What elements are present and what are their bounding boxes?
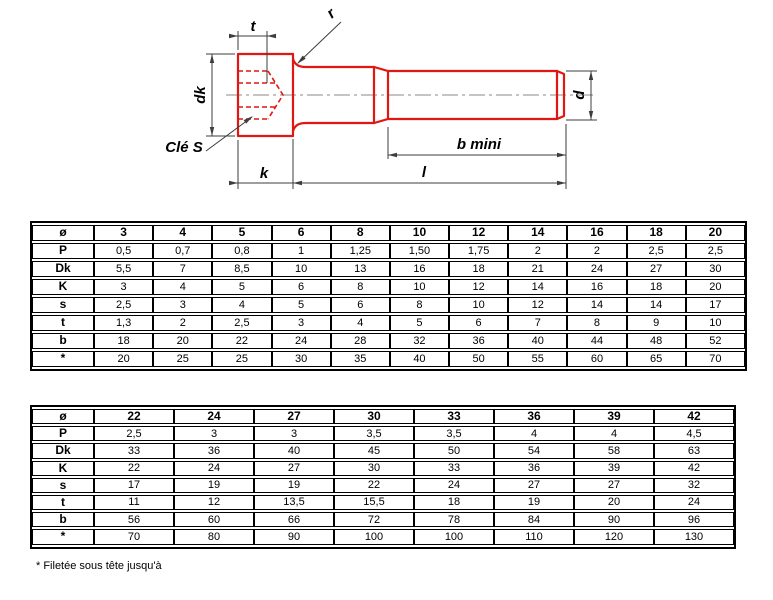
table-row <box>32 261 745 277</box>
value-cell: 21 <box>508 261 567 277</box>
table-row <box>32 495 734 510</box>
value-cell: 36 <box>494 461 574 476</box>
value-cell: 12 <box>449 279 508 295</box>
value-cell: 6 <box>272 279 331 295</box>
column-header-cell: 36 <box>494 409 574 424</box>
value-cell: 27 <box>574 478 654 493</box>
column-header-cell: 30 <box>334 409 414 424</box>
dimension-lines <box>206 22 597 189</box>
value-cell: 28 <box>331 333 390 349</box>
value-cell: 30 <box>686 261 745 277</box>
value-cell: 55 <box>508 351 567 367</box>
table-header-row <box>32 225 745 241</box>
value-cell: 3 <box>94 279 153 295</box>
value-cell: 3 <box>153 297 212 313</box>
value-cell: 33 <box>94 443 174 458</box>
row-label: * <box>32 351 94 367</box>
value-cell: 2 <box>567 243 626 259</box>
value-cell: 120 <box>574 529 654 544</box>
value-cell: 8,5 <box>212 261 271 277</box>
value-cell: 96 <box>654 512 734 527</box>
value-cell: 17 <box>686 297 745 313</box>
value-cell: 0,7 <box>153 243 212 259</box>
value-cell: 22 <box>334 478 414 493</box>
value-cell: 3,5 <box>414 426 494 441</box>
row-label: s <box>32 297 94 313</box>
value-cell: 17 <box>94 478 174 493</box>
table-row <box>32 512 734 527</box>
row-label: t <box>32 495 94 510</box>
row-label: Dk <box>32 443 94 458</box>
value-cell: 19 <box>254 478 334 493</box>
value-cell: 1,25 <box>331 243 390 259</box>
value-cell: 110 <box>494 529 574 544</box>
value-cell: 22 <box>94 461 174 476</box>
value-cell: 11 <box>94 495 174 510</box>
value-cell: 24 <box>272 333 331 349</box>
value-cell: 15,5 <box>334 495 414 510</box>
value-cell: 60 <box>174 512 254 527</box>
table-header-row <box>32 409 734 424</box>
table-row <box>32 333 745 349</box>
dim-k-l <box>229 124 566 189</box>
column-header-cell: 6 <box>272 225 331 241</box>
label-length: l <box>421 164 427 181</box>
row-label: s <box>32 478 94 493</box>
value-cell: 4 <box>153 279 212 295</box>
value-cell: 40 <box>508 333 567 349</box>
value-cell: 14 <box>508 279 567 295</box>
value-cell: 35 <box>331 351 390 367</box>
column-header-cell: 5 <box>212 225 271 241</box>
value-cell: 0,5 <box>94 243 153 259</box>
value-cell: 44 <box>567 333 626 349</box>
dimensions-table-large-sizes <box>30 405 736 549</box>
value-cell: 36 <box>174 443 254 458</box>
value-cell: 24 <box>414 478 494 493</box>
dim-r-leader <box>298 22 341 63</box>
label-head-height: k <box>259 165 269 182</box>
value-cell: 3,5 <box>334 426 414 441</box>
value-cell: 16 <box>567 279 626 295</box>
column-header-cell: 39 <box>574 409 654 424</box>
value-cell: 5 <box>390 315 449 331</box>
value-cell: 58 <box>574 443 654 458</box>
value-cell: 4,5 <box>654 426 734 441</box>
value-cell: 42 <box>654 461 734 476</box>
value-cell: 32 <box>390 333 449 349</box>
column-header-cell: 10 <box>390 225 449 241</box>
table-row <box>32 529 734 544</box>
value-cell: 18 <box>627 279 686 295</box>
value-cell: 7 <box>508 315 567 331</box>
row-label: ø <box>32 225 94 241</box>
row-label: ø <box>32 409 94 424</box>
value-cell: 52 <box>686 333 745 349</box>
value-cell: 25 <box>212 351 271 367</box>
value-cell: 3 <box>272 315 331 331</box>
value-cell: 32 <box>654 478 734 493</box>
value-cell: 20 <box>686 279 745 295</box>
row-label: P <box>32 243 94 259</box>
value-cell: 9 <box>627 315 686 331</box>
value-cell: 80 <box>174 529 254 544</box>
value-cell: 18 <box>414 495 494 510</box>
row-label: P <box>32 426 94 441</box>
value-cell: 0,8 <box>212 243 271 259</box>
value-cell: 54 <box>494 443 574 458</box>
column-header-cell: 18 <box>627 225 686 241</box>
row-label: K <box>32 461 94 476</box>
footnote: * Filetée sous tête jusqu'à <box>36 560 162 572</box>
value-cell: 2 <box>153 315 212 331</box>
technical-drawing <box>0 0 773 215</box>
value-cell: 1 <box>272 243 331 259</box>
value-cell: 20 <box>94 351 153 367</box>
table-row <box>32 297 745 313</box>
value-cell: 19 <box>174 478 254 493</box>
column-header-cell: 22 <box>94 409 174 424</box>
value-cell: 84 <box>494 512 574 527</box>
value-cell: 6 <box>449 315 508 331</box>
value-cell: 90 <box>574 512 654 527</box>
value-cell: 27 <box>254 461 334 476</box>
row-label: t <box>32 315 94 331</box>
value-cell: 10 <box>686 315 745 331</box>
column-header-cell: 3 <box>94 225 153 241</box>
value-cell: 24 <box>174 461 254 476</box>
label-socket-depth: t <box>250 18 256 35</box>
value-cell: 10 <box>272 261 331 277</box>
value-cell: 3 <box>174 426 254 441</box>
value-cell: 27 <box>494 478 574 493</box>
table-row <box>32 315 745 331</box>
label-fillet-radius: r <box>323 5 339 22</box>
value-cell: 1,3 <box>94 315 153 331</box>
label-thread-length: b mini <box>456 136 502 153</box>
table-row <box>32 243 745 259</box>
value-cell: 22 <box>212 333 271 349</box>
value-cell: 66 <box>254 512 334 527</box>
value-cell: 70 <box>94 529 174 544</box>
value-cell: 14 <box>627 297 686 313</box>
dim-t <box>229 31 276 83</box>
value-cell: 14 <box>567 297 626 313</box>
value-cell: 4 <box>212 297 271 313</box>
table-row <box>32 443 734 458</box>
value-cell: 25 <box>153 351 212 367</box>
column-header-cell: 33 <box>414 409 494 424</box>
value-cell: 7 <box>153 261 212 277</box>
value-cell: 70 <box>686 351 745 367</box>
value-cell: 19 <box>494 495 574 510</box>
row-label: b <box>32 512 94 527</box>
value-cell: 8 <box>390 297 449 313</box>
column-header-cell: 12 <box>449 225 508 241</box>
value-cell: 5 <box>272 297 331 313</box>
value-cell: 45 <box>334 443 414 458</box>
value-cell: 18 <box>449 261 508 277</box>
value-cell: 24 <box>654 495 734 510</box>
label-wrench: Clé S <box>165 139 203 156</box>
row-label: K <box>32 279 94 295</box>
value-cell: 2,5 <box>686 243 745 259</box>
value-cell: 6 <box>331 297 390 313</box>
value-cell: 2,5 <box>94 426 174 441</box>
value-cell: 3 <box>254 426 334 441</box>
column-header-cell: 8 <box>331 225 390 241</box>
value-cell: 1,75 <box>449 243 508 259</box>
column-header-cell: 20 <box>686 225 745 241</box>
value-cell: 8 <box>331 279 390 295</box>
value-cell: 10 <box>449 297 508 313</box>
value-cell: 13,5 <box>254 495 334 510</box>
row-label: b <box>32 333 94 349</box>
value-cell: 48 <box>627 333 686 349</box>
value-cell: 130 <box>654 529 734 544</box>
column-header-cell: 14 <box>508 225 567 241</box>
column-header-cell: 24 <box>174 409 254 424</box>
table-row <box>32 426 734 441</box>
value-cell: 2,5 <box>627 243 686 259</box>
value-cell: 2,5 <box>94 297 153 313</box>
value-cell: 1,50 <box>390 243 449 259</box>
value-cell: 63 <box>654 443 734 458</box>
value-cell: 4 <box>494 426 574 441</box>
value-cell: 90 <box>254 529 334 544</box>
label-diameter: d <box>571 90 588 100</box>
value-cell: 33 <box>414 461 494 476</box>
value-cell: 40 <box>390 351 449 367</box>
row-label: * <box>32 529 94 544</box>
column-header-cell: 27 <box>254 409 334 424</box>
value-cell: 4 <box>331 315 390 331</box>
value-cell: 30 <box>272 351 331 367</box>
value-cell: 24 <box>567 261 626 277</box>
value-cell: 5 <box>212 279 271 295</box>
value-cell: 36 <box>449 333 508 349</box>
table-row <box>32 279 745 295</box>
value-cell: 5,5 <box>94 261 153 277</box>
value-cell: 78 <box>414 512 494 527</box>
value-cell: 27 <box>627 261 686 277</box>
label-head-diameter: dk <box>192 86 209 104</box>
value-cell: 72 <box>334 512 414 527</box>
value-cell: 40 <box>254 443 334 458</box>
value-cell: 12 <box>174 495 254 510</box>
value-cell: 60 <box>567 351 626 367</box>
value-cell: 8 <box>567 315 626 331</box>
value-cell: 4 <box>574 426 654 441</box>
value-cell: 50 <box>449 351 508 367</box>
value-cell: 2 <box>508 243 567 259</box>
table-row <box>32 351 745 367</box>
row-label: Dk <box>32 261 94 277</box>
value-cell: 10 <box>390 279 449 295</box>
column-header-cell: 42 <box>654 409 734 424</box>
table-row <box>32 478 734 493</box>
value-cell: 2,5 <box>212 315 271 331</box>
value-cell: 65 <box>627 351 686 367</box>
value-cell: 16 <box>390 261 449 277</box>
value-cell: 20 <box>574 495 654 510</box>
dimensions-table-small-sizes <box>30 221 747 371</box>
value-cell: 13 <box>331 261 390 277</box>
value-cell: 18 <box>94 333 153 349</box>
column-header-cell: 16 <box>567 225 626 241</box>
table-row <box>32 461 734 476</box>
value-cell: 100 <box>334 529 414 544</box>
value-cell: 12 <box>508 297 567 313</box>
value-cell: 56 <box>94 512 174 527</box>
value-cell: 30 <box>334 461 414 476</box>
value-cell: 100 <box>414 529 494 544</box>
column-header-cell: 4 <box>153 225 212 241</box>
value-cell: 50 <box>414 443 494 458</box>
value-cell: 39 <box>574 461 654 476</box>
value-cell: 20 <box>153 333 212 349</box>
